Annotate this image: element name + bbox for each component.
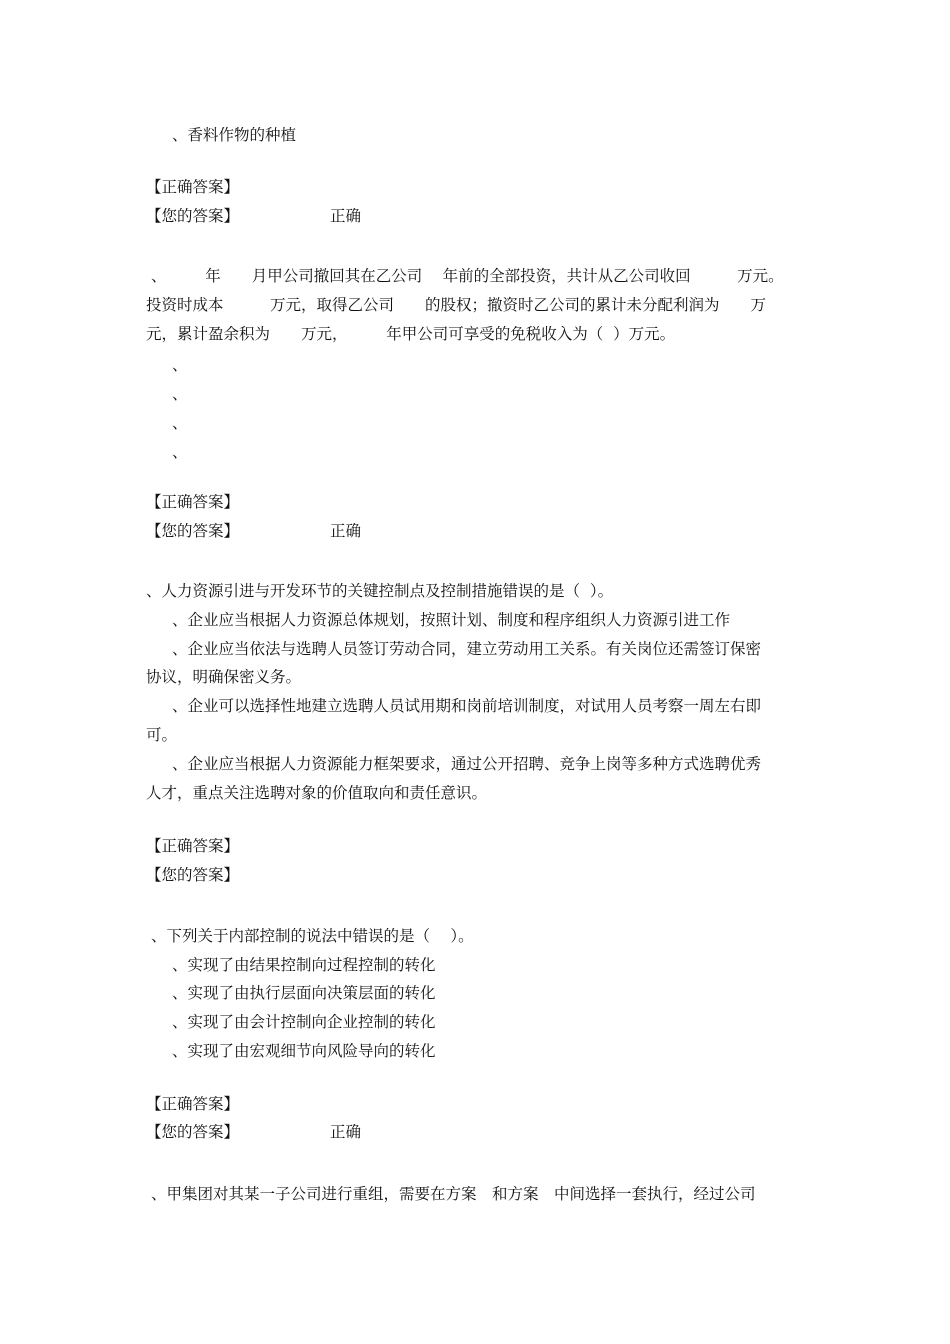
your-answer-value: 正确 xyxy=(330,522,362,540)
option-text[interactable]: 、实现了由会计控制向企业控制的转化 xyxy=(172,1013,436,1031)
question-stem-line: 、 年 月甲公司撤回其在乙公司 年前的全部投资，共计从乙公司收回 万元。 xyxy=(151,267,784,285)
your-answer-label: 【您的答案】 xyxy=(146,1123,240,1141)
question-stem-line: 投资时成本 万元，取得乙公司 的股权；撤资时乙公司的累计未分配利润为 万 xyxy=(146,296,767,314)
option-text[interactable]: 、企业应当依法与选聘人员签订劳动合同，建立劳动用工关系。有关岗位还需签订保密 xyxy=(172,640,762,658)
option-text-continued: 人才，重点关注选聘对象的价值取向和责任意识。 xyxy=(146,784,488,802)
correct-answer-label: 【正确答案】 xyxy=(146,493,240,511)
option-text[interactable]: 、实现了由宏观细节向风险导向的转化 xyxy=(172,1042,436,1060)
option-text[interactable]: 、企业应当根据人力资源总体规划，按照计划、制度和程序组织人力资源引进工作 xyxy=(172,611,731,629)
your-answer-label: 【您的答案】 xyxy=(146,522,240,540)
your-answer-value: 正确 xyxy=(330,1123,362,1141)
option-text-continued: 协议，明确保密义务。 xyxy=(146,668,302,686)
option-text[interactable]: 、 xyxy=(172,443,188,461)
question-stem-line: 元，累计盈余积为 万元， 年甲公司可享受的免税收入为（ ）万元。 xyxy=(146,325,676,343)
option-text-continued: 可。 xyxy=(146,726,178,744)
option-text[interactable]: 、实现了由执行层面向决策层面的转化 xyxy=(172,984,436,1002)
your-answer-value: 正确 xyxy=(330,207,362,225)
your-answer-label: 【您的答案】 xyxy=(146,207,240,225)
option-text[interactable]: 、 xyxy=(172,414,188,432)
option-text[interactable]: 、 xyxy=(172,385,188,403)
question-stem: 、下列关于内部控制的说法中错误的是（ ）。 xyxy=(151,927,474,945)
option-text[interactable]: 、企业应当根据人力资源能力框架要求，通过公开招聘、竞争上岗等多种方式选聘优秀 xyxy=(172,755,762,773)
option-text[interactable]: 、企业可以选择性地建立选聘人员试用期和岗前培训制度，对试用人员考察一周左右即 xyxy=(172,697,762,715)
question-stem: 、人力资源引进与开发环节的关键控制点及控制措施错误的是（ ）。 xyxy=(146,582,614,600)
correct-answer-label: 【正确答案】 xyxy=(146,178,240,196)
question-stem: 、甲集团对其某一子公司进行重组，需要在方案 和方案 中间选择一套执行，经过公司 xyxy=(151,1185,756,1203)
option-text[interactable]: 、 xyxy=(172,356,188,374)
correct-answer-label: 【正确答案】 xyxy=(146,1095,240,1113)
option-text[interactable]: 、实现了由结果控制向过程控制的转化 xyxy=(172,956,436,974)
option-text: 、香料作物的种植 xyxy=(172,126,297,144)
your-answer-label: 【您的答案】 xyxy=(146,866,240,884)
correct-answer-label: 【正确答案】 xyxy=(146,837,240,855)
